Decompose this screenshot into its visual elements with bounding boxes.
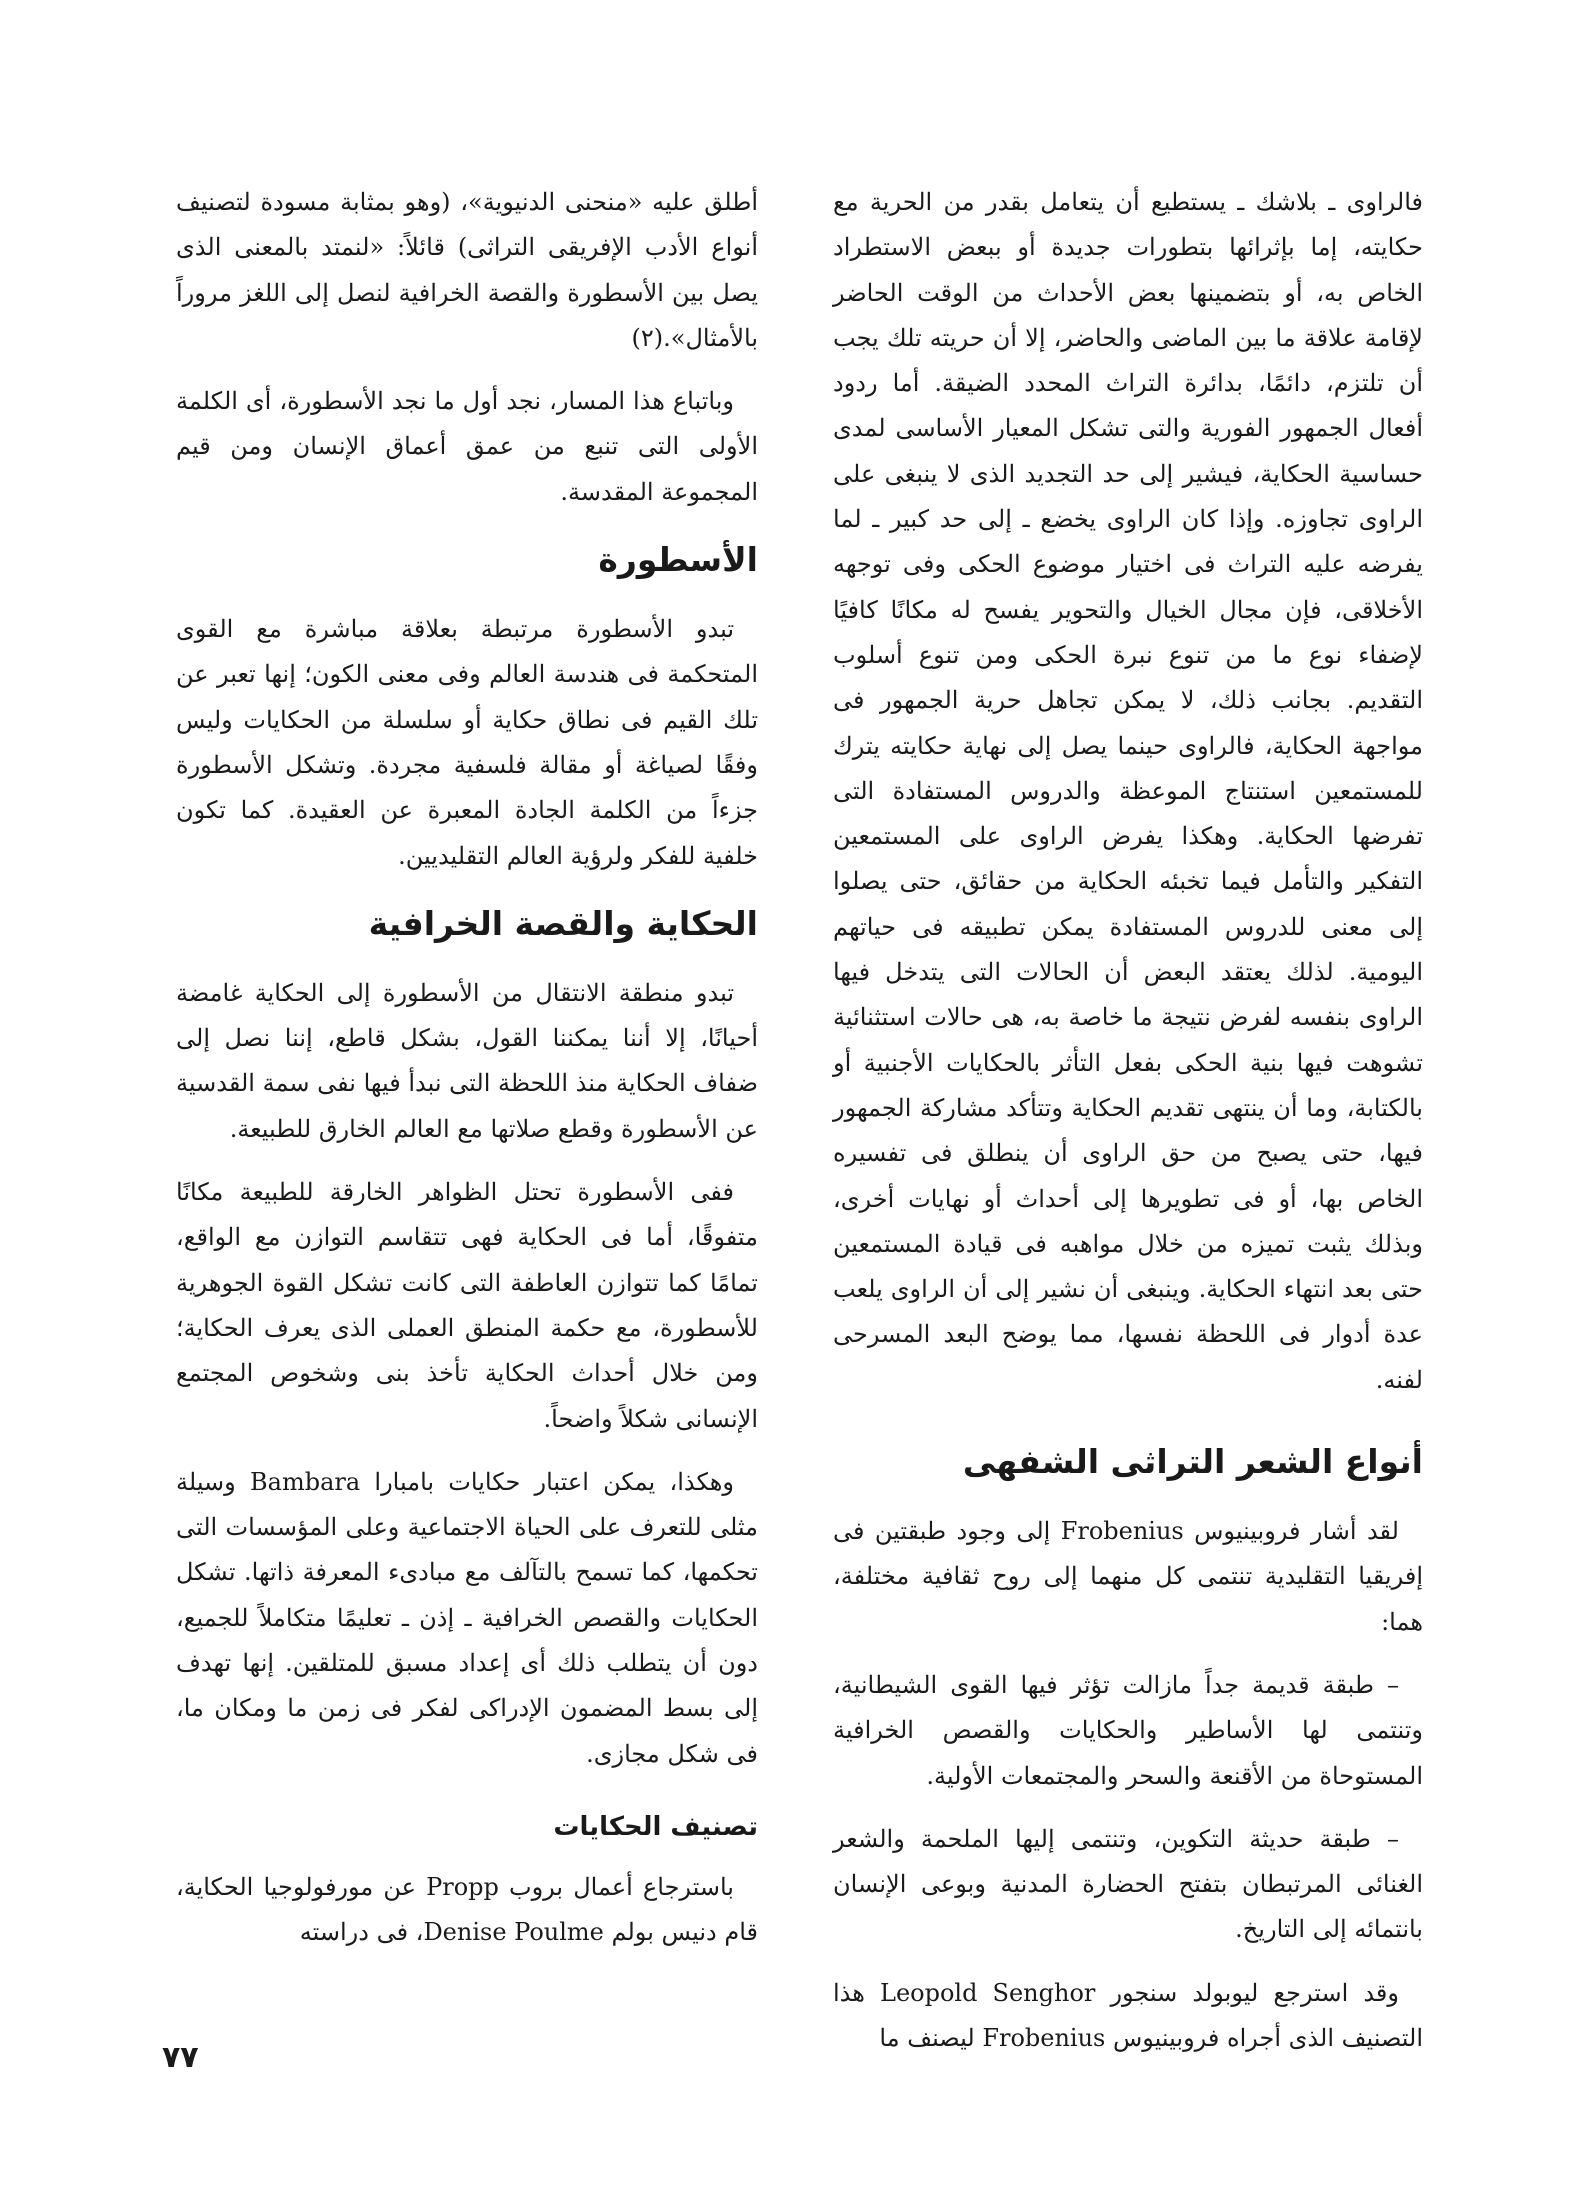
list-item: – طبقة حديثة التكوين، وتنتمى إليها الملحمة والشعر الغنائى المرتبطان بتفتح الحضارة المدنية وبوعى الإنسان بانتمائه إلى التاريخ.	[833, 1824, 1423, 1944]
page-number: ٧٧	[162, 2040, 199, 2075]
right-column	[833, 180, 1423, 2061]
left-column	[176, 180, 758, 1956]
section-heading-myth: الأسطورة	[598, 540, 758, 580]
paragraph: تبدو الأسطورة مرتبطة بعلاقة مباشرة مع القوى المتحكمة فى هندسة العالم وفى معنى الكون؛ إنها تعبر عن تلك القيم فى نطاق حكاية أو سلسلة من الحكايات وليس وفقًا لصياغة أو مقالة فلسفية مجردة. وتشكل الأسطورة جزءاً من الكلمة الجادة المعبرة عن العقيدة. كما تكون خلفية للفكر ولرؤية العالم التقليديين.	[176, 615, 758, 870]
paragraph: لقد أشار فروبينيوس Frobenius إلى وجود طبقتين فى إفريقيا التقليدية تنتمى كل منهما إلى روح ثقافية مختلفة، هما:	[833, 1517, 1423, 1636]
section-heading-classification: تصنيف الحكايات	[553, 1811, 758, 1842]
paragraph: وقد استرجع ليوبولد سنجور Leopold Senghor هذا التصنيف الذى أجراه فروبينيوس Frobenius ليصنف ما	[833, 1978, 1423, 2052]
paragraph: ففى الأسطورة تحتل الظواهر الخارقة للطبيعة مكانًا متفوقًا، أما فى الحكاية فهى تتقاسم التوازن مع الواقع، تمامًا كما تتوازن العاطفة التى كانت تشكل القوة الجوهرية للأسطورة، مع حكمة المنطق العملى الذى يعرف الحكاية؛ ومن خلال أحداث الحكاية تأخذ بنى وشخوص المجتمع الإنسانى شكلاً واضحاً.	[176, 1178, 758, 1433]
paragraph: تبدو منطقة الانتقال من الأسطورة إلى الحكاية غامضة أحيانًا، إلا أننا يمكننا القول، بشكل قاطع، إننا نصل إلى ضفاف الحكاية منذ اللحظة التى نبدأ فيها نفى سمة القدسية عن الأسطورة وقطع صلاتها مع العالم الخارق للطبيعة.	[176, 978, 758, 1143]
section-heading-tale: الحكاية والقصة الخرافية	[368, 903, 758, 943]
paragraph: وهكذا، يمكن اعتبار حكايات بامبارا Bambara وسيلة مثلى للتعرف على الحياة الاجتماعية وعلى المؤسسات التى تحكمها، كما تسمح بالتآلف مع مبادىء المعرفة ذاتها. تشكل الحكايات والقصص الخرافية ـ إذن ـ تعليمًا متكاملاً للجميع، دون أن يتطلب ذلك أى إعداد مسبق للمتلقين. إنها تهدف إلى بسط المضمون الإدراكى لفكر فى زمن ما ومكان ما، فى شكل مجازى.	[176, 1467, 758, 1768]
list-item: – طبقة قديمة جداً مازالت تؤثر فيها القوى الشيطانية، وتنتمى لها الأساطير والحكايات والقصص الخرافية المستوحاة من الأقنعة والسحر والمجتمعات الأولية.	[833, 1670, 1423, 1790]
paragraph: وباتباع هذا المسار، نجد أول ما نجد الأسطورة، أى الكلمة الأولى التى تنبع من عمق أعماق الإنسان ومن قيم المجموعة المقدسة.	[176, 387, 758, 506]
paragraph: فالراوى ـ بلاشك ـ يستطيع أن يتعامل بقدر من الحرية مع حكايته، إما بإثرائها بتطورات جديدة أو ببعض الاستطراد الخاص به، أو بتضمينها بعض الأحداث من الوقت الحاضر لإقامة علاقة ما بين الماضى والحاضر، إلا أن حريته تلك يجب أن تلتزم، دائمًا، بدائرة التراث المحدد الضيقة. أما ردود أفعال الجمهور الفورية والتى تشكل المعيار الأساسى لمدى حساسية الحكاية، فيشير إلى حد التجديد الذى لا ينبغى على الراوى تجاوزه. وإذا كان الراوى يخضع ـ إلى حد كبير ـ لما يفرضه عليه التراث فى اختيار موضوع الحكى وفى توجهه الأخلاقى، فإن مجال الخيال والتحوير يفسح له مكانًا كافيًا لإضفاء نوع ما من تنوع نبرة الحكى ومن تنوع أسلوب التقديم. بجانب ذلك، لا يمكن تجاهل حرية الجمهور فى مواجهة الحكاية، فالراوى حينما يصل إلى نهاية حكايته يترك للمستمعين استنتاج الموعظة والدروس المستفادة التى تفرضها الحكاية. وهكذا يفرض الراوى على المستمعين التفكير والتأمل فيما تخبئه الحكاية من حقائق، حتى يصلوا إلى معنى للدروس المستفادة يمكن تطبيقه فى حياتهم اليومية. لذلك يعتقد البعض أن الحالات التى يتدخل فيها الراوى بنفسه لفرض نتيجة ما خاصة به، هى حالات استثنائية تشوهت فيها بنية الحكى بفعل التأثر بالحكايات الأجنبية أو بالكتابة، وما أن ينتهى تقديم الحكاية وتتأكد مشاركة الجمهور فيها، حتى يصبح من حق الراوى أن ينطلق فى تفسيره الخاص بها، أو فى تطويرها إلى أحداث أو نهايات أخرى، وبذلك يثبت تميزه من خلال مواهبه فى قيادة المستمعين حتى بعد انتهاء الحكاية. وينبغى أن نشير إلى أن الراوى يلعب عدة أدوار فى اللحظة نفسها، مما يوضح البعد المسرحى لفنه.	[833, 188, 1423, 1394]
paragraph: باسترجاع أعمال بروب Propp عن مورفولوجيا الحكاية، قام دنيس بولم Denise Poulme، فى دراسته	[176, 1872, 758, 1947]
paragraph: أطلق عليه «منحنى الدنيوية»، (وهو بمثابة مسودة لتصنيف أنواع الأدب الإفريقى التراثى) قائلاً: «لنمتد بالمعنى الذى يصل بين الأسطورة والقصة الخرافية لنصل إلى اللغز مروراً بالأمثال».(٢)	[176, 188, 758, 352]
section-heading-oral-poetry: أنواع الشعر التراثى الشفهى	[962, 1442, 1423, 1482]
